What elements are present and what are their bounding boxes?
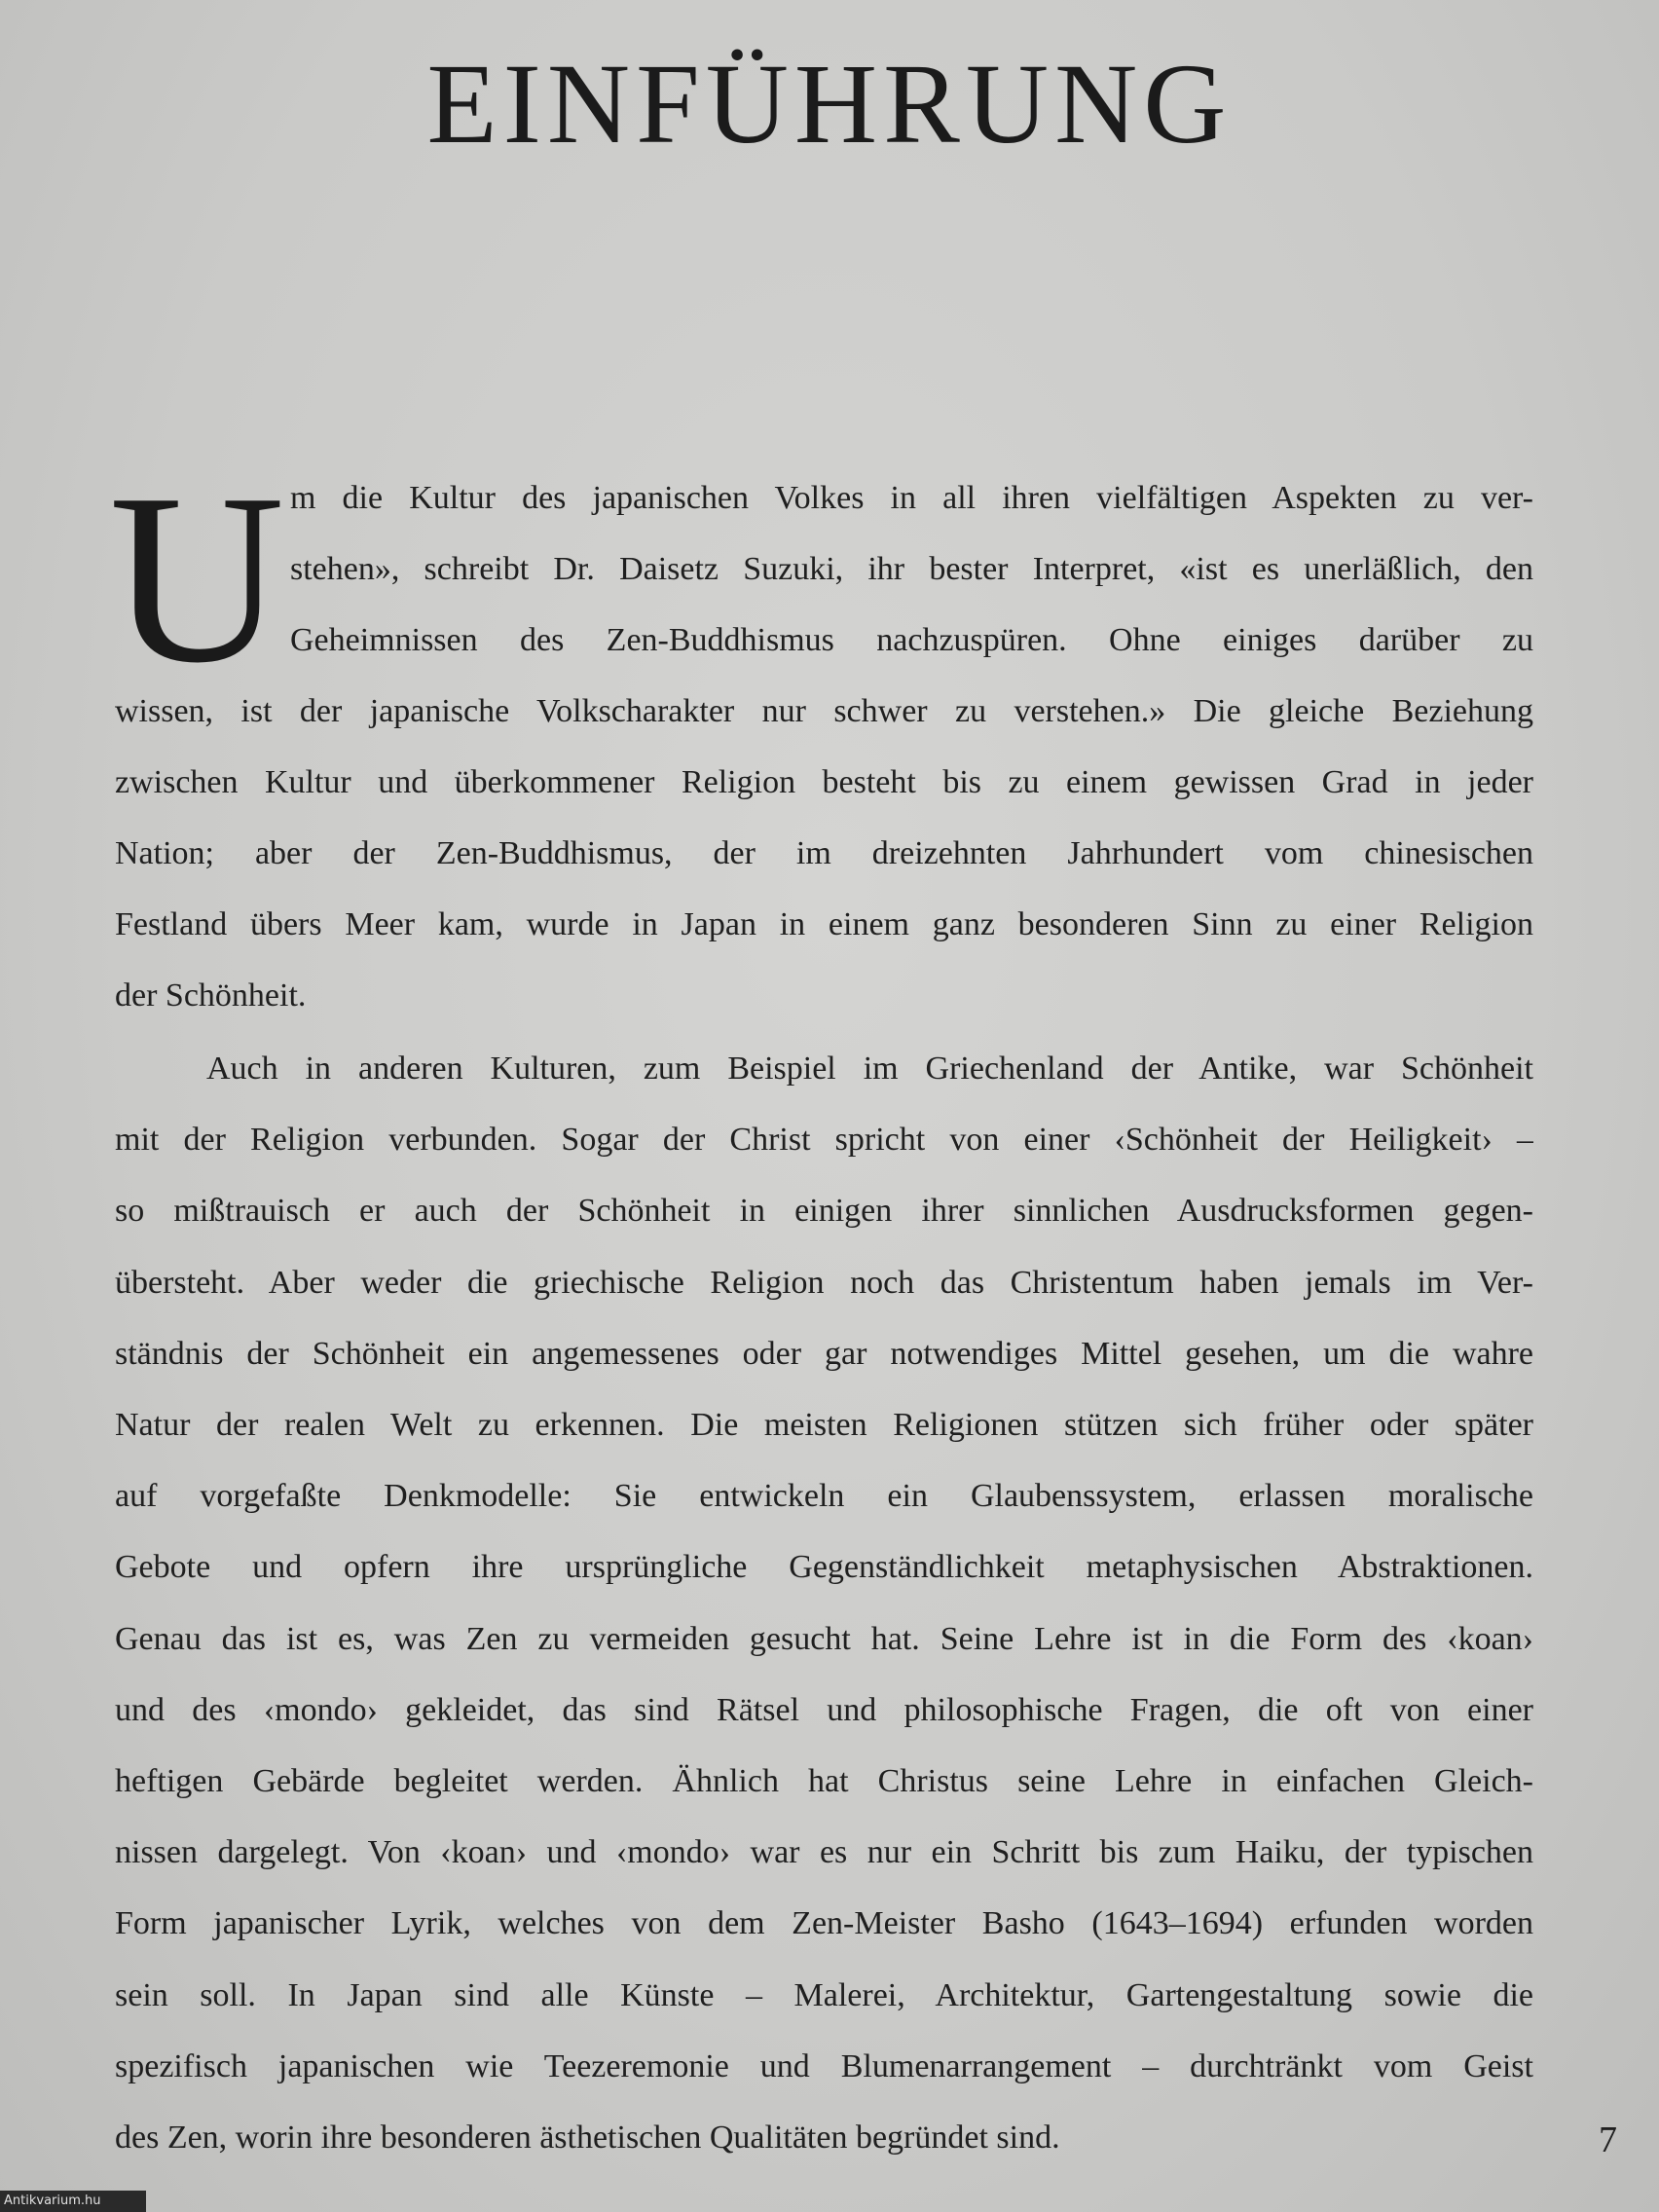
paragraph-1-line: m die Kultur des japanischen Volkes in all ihren vielfältigen Aspekten zu ver- (290, 480, 1533, 516)
paragraph-2-line: Genau das ist es, was Zen zu vermeiden gesucht hat. Seine Lehre ist in die Form des ‹koan› (115, 1621, 1533, 1657)
watermark: Antikvarium.hu (0, 2191, 146, 2212)
paragraph-2-line: ständnis der Schönheit ein angemessenes oder gar notwendiges Mittel gesehen, um die wahre (115, 1336, 1533, 1372)
paragraph-1-line: Nation; aber der Zen-Buddhismus, der im dreizehnten Jahrhundert vom chinesischen (115, 835, 1533, 871)
paragraph-2-line: Form japanischer Lyrik, welches von dem Zen-Meister Basho (1643–1694) erfunden worden (115, 1905, 1533, 1941)
paragraph-2-line: spezifisch japanischen wie Teezeremonie und Blumenarrangement – durchtränkt vom Geist (115, 2048, 1533, 2084)
paragraph-2-line: mit der Religion verbunden. Sogar der Christ spricht von einer ‹Schönheit der Heiligkeit› – (115, 1122, 1533, 1158)
paragraph-1-line: stehen», schreibt Dr. Daisetz Suzuki, ihr bester Interpret, «ist es unerläßlich, den (290, 551, 1533, 587)
paragraph-1-line: Geheimnissen des Zen-Buddhismus nachzuspüren. Ohne einiges darüber zu (290, 622, 1533, 658)
paragraph-2-line: heftigen Gebärde begleitet werden. Ähnlich hat Christus seine Lehre in einfachen Gleich- (115, 1763, 1533, 1799)
paragraph-2-line: des Zen, worin ihre besonderen ästhetischen Qualitäten begründet sind. (115, 2120, 1060, 2156)
paragraph-1-line: Festland übers Meer kam, wurde in Japan in einem ganz besonderen Sinn zu einer Religion (115, 906, 1533, 942)
paragraph-1-line: der Schönheit. (115, 977, 307, 1014)
drop-cap: U (109, 444, 285, 714)
paragraph-2-line: nissen dargelegt. Von ‹koan› und ‹mondo› war es nur ein Schritt bis zum Haiku, der typischen (115, 1834, 1533, 1870)
paragraph-2-line: Auch in anderen Kulturen, zum Beispiel im Griechenland der Antike, war Schönheit (206, 1051, 1533, 1087)
paragraph-1-line: zwischen Kultur und überkommener Religion besteht bis zu einem gewissen Grad in jeder (115, 764, 1533, 800)
paragraph-2-line: sein soll. In Japan sind alle Künste – Malerei, Architektur, Gartengestaltung sowie die (115, 1977, 1533, 2013)
paragraph-2-line: Natur der realen Welt zu erkennen. Die meisten Religionen stützen sich früher oder später (115, 1407, 1533, 1443)
paragraph-2-line: auf vorgefaßte Denkmodelle: Sie entwickeln ein Glaubenssystem, erlassen moralische (115, 1478, 1533, 1514)
page-title: EINFÜHRUNG (426, 40, 1233, 167)
paragraph-2-line: so mißtrauisch er auch der Schönheit in einigen ihrer sinnlichen Ausdrucksformen gegen- (115, 1193, 1533, 1229)
page-number: 7 (1599, 2120, 1617, 2160)
paragraph-1-line: wissen, ist der japanische Volkscharakter nur schwer zu verstehen.» Die gleiche Beziehung (115, 693, 1533, 729)
paragraph-2-line: Gebote und opfern ihre ursprüngliche Gegenständlichkeit metaphysischen Abstraktionen. (115, 1549, 1533, 1585)
paragraph-2-line: und des ‹mondo› gekleidet, das sind Rätsel und philosophische Fragen, die oft von einer (115, 1692, 1533, 1728)
paragraph-2-line: übersteht. Aber weder die griechische Religion noch das Christentum haben jemals im Ver- (115, 1265, 1533, 1301)
